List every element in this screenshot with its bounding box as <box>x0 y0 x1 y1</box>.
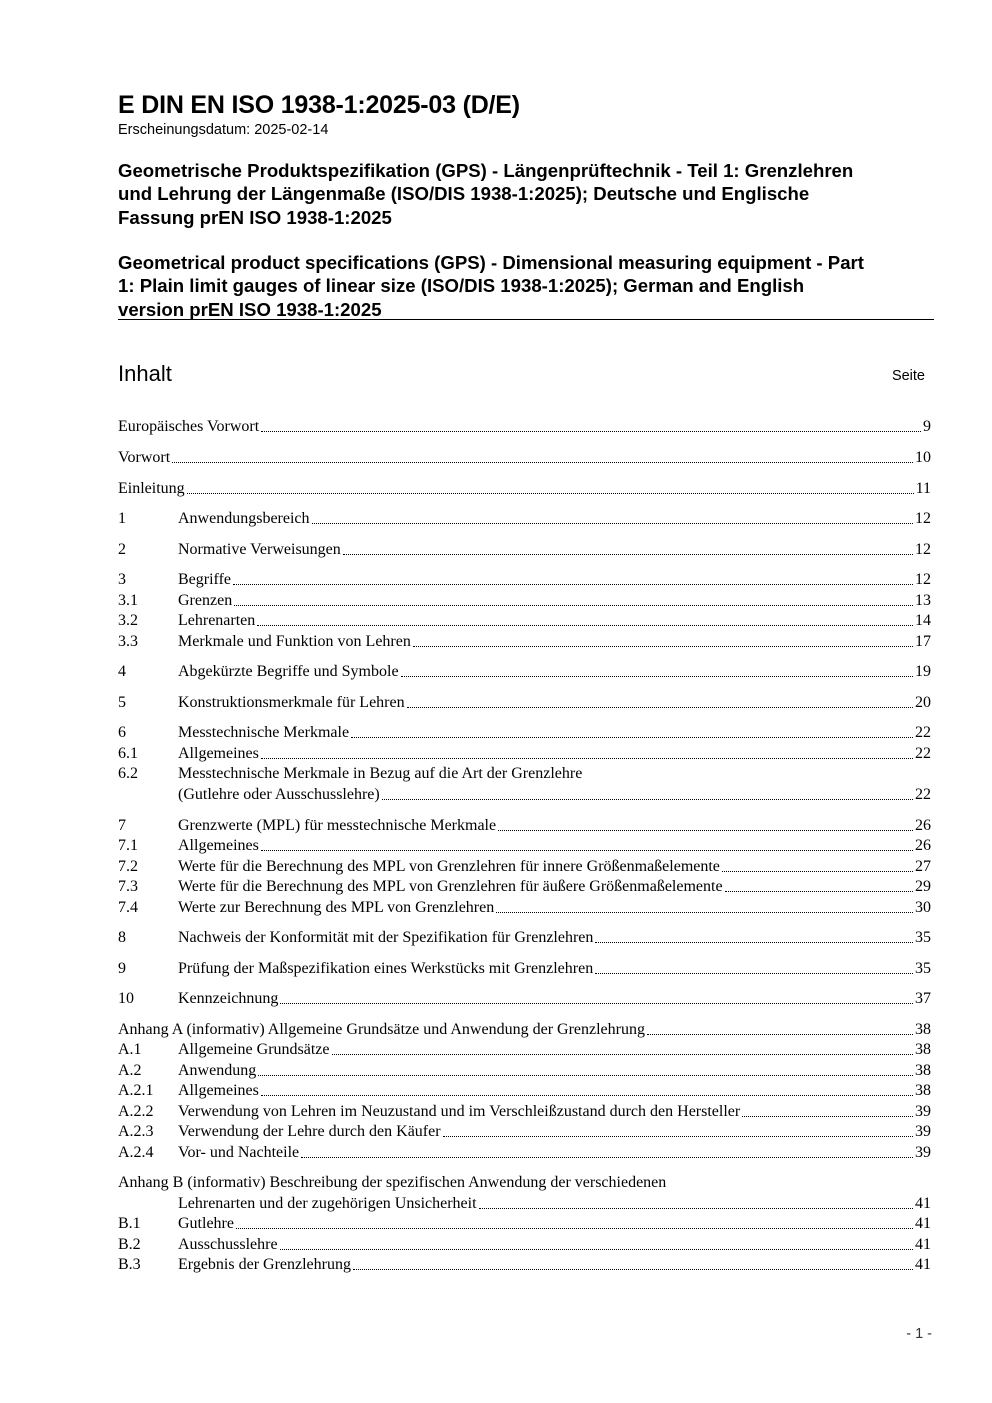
toc-entry-page: 41 <box>915 1256 931 1273</box>
toc-leader-dots <box>413 646 913 647</box>
toc-entry[interactable] <box>118 478 931 499</box>
toc-entry[interactable] <box>118 692 931 713</box>
toc-entry-page: 27 <box>915 858 931 875</box>
toc-entry-number: 3 <box>118 571 126 588</box>
toc-entry-page: 13 <box>915 592 931 609</box>
toc-leader-dots <box>595 942 913 943</box>
toc-leader-dots <box>261 850 913 851</box>
toc-leader-dots <box>353 1269 913 1270</box>
toc-entry-number: 6.2 <box>118 765 138 782</box>
toc-entry[interactable] <box>118 835 931 856</box>
toc-entry-page: 11 <box>915 480 931 497</box>
toc-entry-number: 3.1 <box>118 592 138 609</box>
toc-entry[interactable] <box>118 1213 931 1234</box>
toc-entry-number: 7.3 <box>118 878 138 895</box>
document-id: E DIN EN ISO 1938-1:2025-03 (D/E) <box>118 91 520 119</box>
title-german-line: Geometrische Produktspezifikation (GPS) - Längenprüftechnik - Teil 1: Grenzlehren <box>118 160 854 181</box>
toc-entry-number: A.2.2 <box>118 1103 154 1120</box>
toc-leader-dots <box>595 973 913 974</box>
toc-leader-dots <box>258 1075 913 1076</box>
toc-entry-number: 7 <box>118 817 126 834</box>
toc-entry-number: A.1 <box>118 1041 142 1058</box>
toc-entry-text: Allgemeines <box>178 837 259 854</box>
toc-entry-number: B.1 <box>118 1215 141 1232</box>
toc-entry-text: Messtechnische Merkmale in Bezug auf die Art der Grenzlehre <box>178 765 583 782</box>
toc-entry-text: Anhang A (informativ) Allgemeine Grundsätze und Anwendung der Grenzlehrung <box>118 1021 645 1038</box>
toc-entry-page: 19 <box>915 663 931 680</box>
toc-entry-text: Nachweis der Konformität mit der Spezifikation für Grenzlehren <box>178 929 594 946</box>
toc-entry[interactable] <box>118 1121 931 1142</box>
toc-page-label: Seite <box>891 368 925 384</box>
toc-entry-page: 39 <box>915 1144 931 1161</box>
toc-leader-dots <box>261 758 913 759</box>
toc-entry[interactable] <box>118 416 931 437</box>
toc-heading: Inhalt <box>118 361 172 386</box>
toc-leader-dots <box>280 1249 913 1250</box>
toc-leader-dots <box>479 1208 913 1209</box>
toc-entry-text: Prüfung der Maßspezifikation eines Werkstücks mit Grenzlehren <box>178 960 594 977</box>
toc-entry-page: 35 <box>915 929 931 946</box>
toc-entry-text: Messtechnische Merkmale <box>178 724 350 741</box>
toc-entry-page: 41 <box>915 1236 931 1253</box>
toc-entry-text: Allgemeines <box>178 1082 259 1099</box>
toc-entry-page: 26 <box>915 837 931 854</box>
toc-entry-page: 9 <box>923 418 931 435</box>
toc-entry-number: 2 <box>118 541 126 558</box>
toc-entry-page: 22 <box>915 786 931 803</box>
toc-entry-page: 38 <box>915 1082 931 1099</box>
toc-entry-page: 20 <box>915 694 931 711</box>
toc-entry-text: Europäisches Vorwort <box>118 418 260 435</box>
toc-leader-dots <box>261 1095 913 1096</box>
toc-entry-page: 38 <box>915 1062 931 1079</box>
toc-entry[interactable] <box>118 508 931 529</box>
toc-leader-dots <box>332 1054 914 1055</box>
toc-entry[interactable] <box>118 958 931 979</box>
title-english-line: 1: Plain limit gauges of linear size (ISO/DIS 1938-1:2025); German and English <box>118 275 805 297</box>
toc-entry[interactable] <box>118 1193 931 1214</box>
toc-entry-number: 3.3 <box>118 633 138 650</box>
title-english-line: Geometrical product specifications (GPS) - Dimensional measuring equipment - Part <box>118 252 864 273</box>
toc-leader-dots <box>647 1034 913 1035</box>
toc-leader-dots <box>172 462 913 463</box>
toc-entry-number: 1 <box>118 510 126 527</box>
toc-entry-number: A.2 <box>118 1062 142 1079</box>
toc-entry-text: Ausschusslehre <box>178 1236 278 1253</box>
toc-leader-dots <box>498 830 913 831</box>
toc-leader-dots <box>382 799 913 800</box>
toc-entry-text: Kennzeichnung <box>178 990 279 1007</box>
toc-entry-number: A.2.3 <box>118 1123 154 1140</box>
toc-leader-dots <box>257 625 913 626</box>
toc-entry[interactable] <box>118 447 931 468</box>
toc-entry-page: 12 <box>915 510 931 527</box>
toc-leader-dots <box>280 1003 913 1004</box>
toc-leader-dots <box>187 493 914 494</box>
toc-entry-number: 10 <box>118 990 134 1007</box>
toc-entry[interactable] <box>118 610 931 631</box>
toc-entry-page: 30 <box>915 899 931 916</box>
toc-entry[interactable] <box>118 1080 931 1101</box>
toc-entry-page: 12 <box>915 571 931 588</box>
toc-entry-text: Allgemeines <box>178 745 259 762</box>
toc-entry-page: 22 <box>915 745 931 762</box>
toc-entry[interactable] <box>118 569 931 590</box>
toc-entry-text: Gutlehre <box>178 1215 234 1232</box>
toc-entry-text: (Gutlehre oder Ausschusslehre) <box>178 786 380 803</box>
toc-entry-text: Konstruktionsmerkmale für Lehren <box>178 694 405 711</box>
toc-entry-number: 3.2 <box>118 612 138 629</box>
page-number: - 1 - <box>906 1326 932 1342</box>
toc-leader-dots <box>725 891 913 892</box>
toc-entry-text: Werte zur Berechnung des MPL von Grenzlehren <box>178 899 495 916</box>
toc-entry-text: Werte für die Berechnung des MPL von Grenzlehren für innere Größenmaßelemente <box>178 858 720 875</box>
toc-entry-page: 10 <box>915 449 931 466</box>
toc-entry-text: Grenzen <box>178 592 233 609</box>
toc-entry-page: 17 <box>915 633 931 650</box>
toc-entry-text: Vor- und Nachteile <box>178 1144 300 1161</box>
title-english-line: version prEN ISO 1938-1:2025 <box>118 298 382 320</box>
toc-entry[interactable] <box>118 815 931 836</box>
toc-entry-number: 6 <box>118 724 126 741</box>
toc-entry-number: 6.1 <box>118 745 138 762</box>
toc-entry-number: 7.4 <box>118 899 138 916</box>
toc-entry-text: Lehrenarten und der zugehörigen Unsicherheit <box>178 1195 477 1212</box>
toc-entry[interactable] <box>118 988 931 1009</box>
toc-entry[interactable] <box>118 539 931 560</box>
toc-entry-number: 4 <box>118 663 126 680</box>
toc-entry-page: 26 <box>915 817 931 834</box>
toc-entry-page: 29 <box>915 878 931 895</box>
toc-leader-dots <box>234 605 913 606</box>
toc-entry-text: Einleitung <box>118 480 185 497</box>
toc-entry[interactable] <box>118 897 931 918</box>
toc-entry[interactable] <box>118 1039 931 1060</box>
toc-entry[interactable] <box>118 1101 931 1122</box>
toc-entry-number: B.2 <box>118 1236 141 1253</box>
toc-entry-page: 35 <box>915 960 931 977</box>
toc-entry[interactable] <box>118 590 931 611</box>
toc-entry-page: 39 <box>915 1123 931 1140</box>
toc-entry[interactable] <box>118 1019 931 1040</box>
toc-entry-first-line <box>118 763 582 784</box>
toc-leader-dots <box>742 1116 913 1117</box>
toc-entry-text: Werte für die Berechnung des MPL von Grenzlehren für äußere Größenmaßelemente <box>178 878 723 895</box>
toc-entry-page: 41 <box>915 1215 931 1232</box>
toc-entry[interactable] <box>118 1254 931 1275</box>
toc-leader-dots <box>301 1157 913 1158</box>
toc-entry[interactable] <box>118 661 931 682</box>
toc-entry-text: Verwendung von Lehren im Neuzustand und im Verschleißzustand durch den Hersteller <box>178 1103 741 1120</box>
toc-entry[interactable] <box>118 927 931 948</box>
toc-entry-page: 22 <box>915 724 931 741</box>
title-german-line: und Lehrung der Längenmaße (ISO/DIS 1938-1:2025); Deutsche und Englische <box>118 183 810 205</box>
toc-leader-dots <box>343 554 913 555</box>
toc-entry-page: 38 <box>915 1021 931 1038</box>
toc-leader-dots <box>312 523 913 524</box>
toc-entry-text: Merkmale und Funktion von Lehren <box>178 633 411 650</box>
toc-entry-number: 7.2 <box>118 858 138 875</box>
toc-entry-first-line: Anhang B (informativ) Beschreibung der spezifischen Anwendung der verschiedenen <box>118 1174 667 1191</box>
toc-entry-number: B.3 <box>118 1256 141 1273</box>
toc-entry[interactable] <box>118 1060 931 1081</box>
toc-entry-text: Normative Verweisungen <box>178 541 341 558</box>
toc-entry-number: A.2.1 <box>118 1082 154 1099</box>
toc-entry-text: Ergebnis der Grenzlehrung <box>178 1256 351 1273</box>
toc-entry-text: Anwendungsbereich <box>178 510 310 527</box>
title-german-line: Fassung prEN ISO 1938-1:2025 <box>118 206 392 228</box>
toc-leader-dots <box>351 737 913 738</box>
publication-date: Erscheinungsdatum: 2025-02-14 <box>118 122 329 138</box>
toc-entry-text: Abgekürzte Begriffe und Symbole <box>178 663 399 680</box>
toc-entry[interactable] <box>118 631 931 652</box>
toc-entry[interactable] <box>118 722 931 743</box>
toc-leader-dots <box>261 431 921 432</box>
toc-entry[interactable] <box>118 876 931 897</box>
toc-entry-page: 38 <box>915 1041 931 1058</box>
toc-leader-dots <box>236 1228 913 1229</box>
toc-entry-text: Anwendung <box>178 1062 257 1079</box>
toc-entry-page: 41 <box>915 1195 931 1212</box>
toc-entry[interactable] <box>118 784 931 805</box>
toc-leader-dots <box>233 584 913 585</box>
toc-entry-text: Vorwort <box>118 449 171 466</box>
toc-entry[interactable] <box>118 743 931 764</box>
toc-entry-text: Begriffe <box>178 571 232 588</box>
toc-leader-dots <box>401 676 913 677</box>
toc-entry-number: 8 <box>118 929 126 946</box>
toc-entry-text: Verwendung der Lehre durch den Käufer <box>178 1123 441 1140</box>
toc-entry-number: 5 <box>118 694 126 711</box>
toc-entry-number: 7.1 <box>118 837 138 854</box>
toc-entry-page: 37 <box>915 990 931 1007</box>
toc-entry-number: A.2.4 <box>118 1144 154 1161</box>
toc-entry-page: 14 <box>915 612 931 629</box>
toc-leader-dots <box>496 912 913 913</box>
toc-entry-page: 39 <box>915 1103 931 1120</box>
toc-entry-text: Lehrenarten <box>178 612 256 629</box>
toc-entry[interactable] <box>118 1234 931 1255</box>
toc-leader-dots <box>443 1136 913 1137</box>
toc-entry-page: 12 <box>915 541 931 558</box>
toc-entry-text: Allgemeine Grundsätze <box>178 1041 330 1058</box>
toc-entry-text: Grenzwerte (MPL) für messtechnische Merkmale <box>178 817 497 834</box>
toc-leader-dots <box>722 871 913 872</box>
toc-entry[interactable] <box>118 1142 931 1163</box>
toc-entry-number: 9 <box>118 960 126 977</box>
toc-entry[interactable] <box>118 856 931 877</box>
toc-leader-dots <box>407 707 913 708</box>
